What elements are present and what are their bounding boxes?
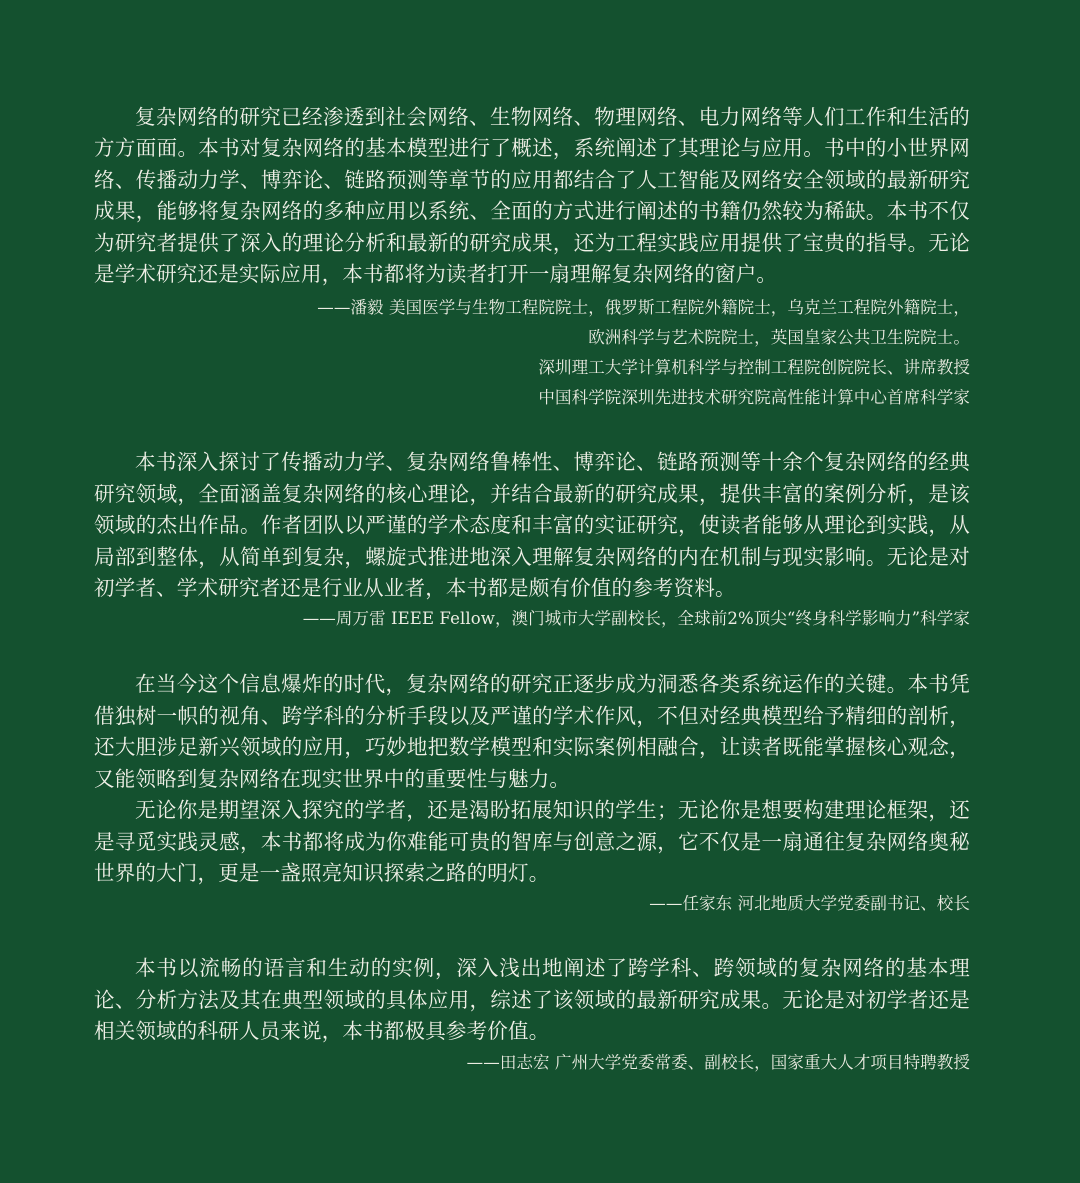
endorsement-text: 复杂网络的研究已经渗透到社会网络、生物网络、物理网络、电力网络等人们工作和生活的方方面面。本书对复杂网络的基本模型进行了概述，系统阐述了其理论与应用。书中的小世界网络、传播动力学、博弈论、链路预测等章节的应用都结合了人工智能及网络安全领域的最新研究成果，能够将复杂网络的多种应用以系统、全面的方式进行阐述的书籍仍然较为稀缺。本书不仅为研究者提供了深入的理论分析和最新的研究成果，还为工程实践应用提供了宝贵的指导。无论是学术研究还是实际应用，本书都将为读者打开一扇理解复杂网络的窗户。 — [94, 105, 970, 287]
endorser-signature: ——周万雷 IEEE Fellow，澳门城市大学副校长，全球前2%顶尖“终身科学影响力”科学家 — [302, 609, 970, 629]
endorsement-zhou-wanlei — [94, 447, 970, 634]
endorser-signature: ——田志宏 广州大学党委常委、副校长，国家重大人才项目特聘教授 — [466, 1052, 970, 1072]
endorser-title-line: 欧洲科学与艺术院院士，英国皇家公共卫生院院士。 — [588, 328, 970, 348]
endorsements-column — [94, 102, 970, 1078]
endorser-title-line: 深圳理工大学计算机科学与控制工程院创院院长、讲席教授 — [538, 358, 970, 378]
section-spacer — [94, 413, 970, 447]
endorsement-pan-yi — [94, 102, 970, 413]
endorsement-tian-zhihong — [94, 953, 970, 1077]
section-spacer — [94, 919, 970, 953]
endorsement-text: 在当今这个信息爆炸的时代，复杂网络的研究正逐步成为洞悉各类系统运作的关键。本书凭借独树一帜的视角、跨学科的分析手段以及严谨的学术作风，不但对经典模型给予精细的剖析，还大胆涉足新兴领域的应用，巧妙地把数学模型和实际案例相融合，让读者既能掌握核心观念，又能领略到复杂网络在现实世界中的重要性与魅力。 — [94, 672, 970, 791]
section-spacer — [94, 634, 970, 669]
endorser-signature: ——潘毅 美国医学与生物工程院院士，俄罗斯工程院外籍院士，乌克兰工程院外籍院士， — [317, 298, 970, 318]
endorsement-text: 本书深入探讨了传播动力学、复杂网络鲁棒性、博弈论、链路预测等十余个复杂网络的经典研究领域，全面涵盖复杂网络的核心理论，并结合最新的研究成果，提供丰富的案例分析，是该领域的杰出作品。作者团队以严谨的学术态度和丰富的实证研究，使读者能够从理论到实践，从局部到整体，从简单到复杂，螺旋式推进地深入理解复杂网络的内在机制与现实影响。无论是对初学者、学术研究者还是行业从业者，本书都是颇有价值的参考资料。 — [94, 450, 970, 601]
endorser-title-line: 中国科学院深圳先进技术研究院高性能计算中心首席科学家 — [538, 388, 970, 408]
endorsement-text: 本书以流畅的语言和生动的实例，深入浅出地阐述了跨学科、跨领域的复杂网络的基本理论、分析方法及其在典型领域的具体应用，综述了该领域的最新研究成果。无论是对初学者还是相关领域的科研人员来说，本书都极具参考价值。 — [94, 956, 970, 1044]
endorsement-ren-jiadong — [94, 669, 970, 919]
endorser-signature: ——任家东 河北地质大学党委副书记、校长 — [649, 894, 970, 914]
endorsement-text: 无论你是期望深入探究的学者，还是渴盼拓展知识的学生；无论你是想要构建理论框架，还是寻觅实践灵感，本书都将成为你难能可贵的智库与创意之源，它不仅是一扇通往复杂网络奥秘世界的大门，更是一盏照亮知识探索之路的明灯。 — [94, 798, 970, 885]
